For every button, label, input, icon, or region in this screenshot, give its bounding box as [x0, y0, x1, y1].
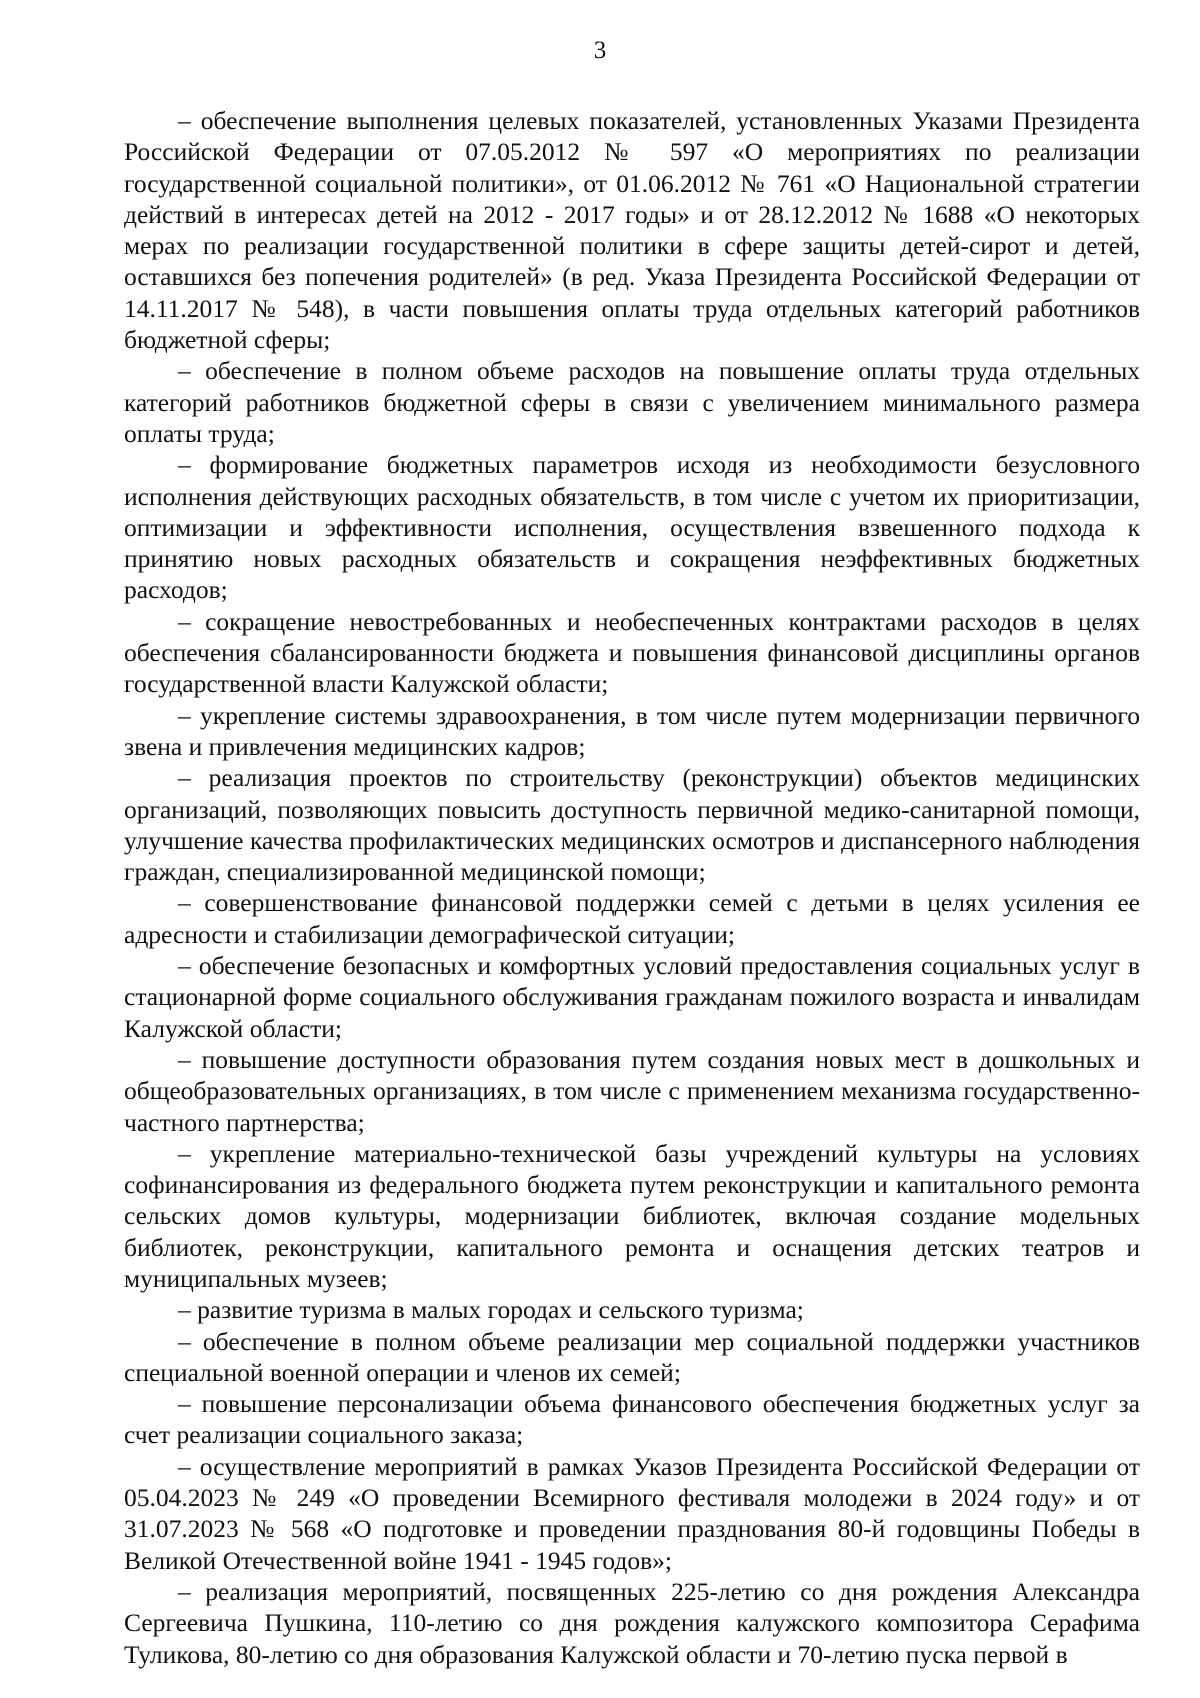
paragraph-social-services: – обеспечение безопасных и комфортных условий предоставления социальных услуг в стационарной форме социального обслуживания гражданам пожилого возраста и инвалидам Калужской области; [124, 951, 1140, 1043]
paragraph-target-indicators: – обеспечение выполнения целевых показателей, установленных Указами Президента Российской Федерации от 07.05.2012 № 597 «О мероприятиях по реализации государственной социальной политики», от 01.06.2012 № 761 «О Национальной стратегии действий в интересах детей на 2012 - 2017 годы» и от 28.12.2012 № 1688 «О некоторых мерах по реализации государственной политики в сфере защиты детей-сирот и детей, оставшихся без попечения родителей» (в ред. Указа Президента Российской Федерации от 14.11.2017 № 548), в части повышения оплаты труда отдельных категорий работников бюджетной сферы; [124, 106, 1140, 355]
paragraph-healthcare: – укрепление системы здравоохранения, в том числе путем модернизации первичного звена и привлечения медицинских кадров; [124, 700, 1140, 761]
paragraph-culture: – укрепление материально-технической базы учреждений культуры на условиях софинансирования из федерального бюджета путем реконструкции и капитального ремонта сельских домов культуры, модернизации библиотек, включая создание модельных библиотек, реконструкции, капитального ремонта и оснащения детских театров и муниципальных музеев; [124, 1138, 1140, 1293]
page-number: 3 [593, 37, 607, 64]
paragraph-budget-parameters: – формирование бюджетных параметров исходя из необходимости безусловного исполнения действующих расходных обязательств, в том числе с учетом их приоритизации, оптимизации и эффективности исполнения, осуществления взвешенного подхода к принятию новых расходных обязательств и сокращения неэффективных бюджетных расходов; [124, 450, 1140, 605]
paragraph-social-order: – повышение персонализации объема финансового обеспечения бюджетных услуг за счет реализации социального заказа; [124, 1389, 1140, 1450]
document-body [124, 105, 1140, 1670]
paragraph-tourism: – развитие туризма в малых городах и сельского туризма; [178, 1295, 804, 1325]
paragraph-military-support: – обеспечение в полном объеме реализации мер социальной поддержки участников специальной военной операции и членов их семей; [124, 1326, 1140, 1387]
paragraph-education: – повышение доступности образования путем создания новых мест в дошкольных и общеобразовательных организациях, в том числе с применением механизма государственно-частного партнерства; [124, 1044, 1140, 1137]
paragraph-expense-reduction: – сокращение невостребованных и необеспеченных контрактами расходов в целях обеспечения сбалансированности бюджета и повышения финансовой дисциплины органов государственной власти Калужской области; [124, 606, 1140, 699]
paragraph-minimum-wage: – обеспечение в полном объеме расходов на повышение оплаты труда отдельных категорий работников бюджетной сферы в связи с увеличением минимального размера оплаты труда; [124, 356, 1140, 448]
paragraph-medical-construction: – реализация проектов по строительству (реконструкции) объектов медицинских организаций, позволяющих повысить доступность первичной медико-санитарной помощи, улучшение качества профилактических медицинских осмотров и диспансерного наблюдения граждан, специализированной медицинской помощи; [124, 763, 1140, 887]
paragraph-presidential-decrees: – осуществление мероприятий в рамках Указов Президента Российской Федерации от 05.04.2023 № 249 «О проведении Всемирного фестиваля молодежи в 2024 году» и от 31.07.2023 № 568 «О подготовке и проведении празднования 80-й годовщины Победы в Великой Отечественной войне 1941 - 1945 годов»; [124, 1451, 1140, 1575]
paragraph-family-support: – совершенствование финансовой поддержки семей с детьми в целях усиления ее адресности и стабилизации демографической ситуации; [124, 888, 1140, 949]
paragraph-anniversaries: – реализация мероприятий, посвященных 225-летию со дня рождения Александра Сергеевича Пушкина, 110-летию со дня рождения калужского композитора Серафима Туликова, 80-летию со дня образования Калужской области и 70-летию пуска первой в [124, 1576, 1140, 1669]
